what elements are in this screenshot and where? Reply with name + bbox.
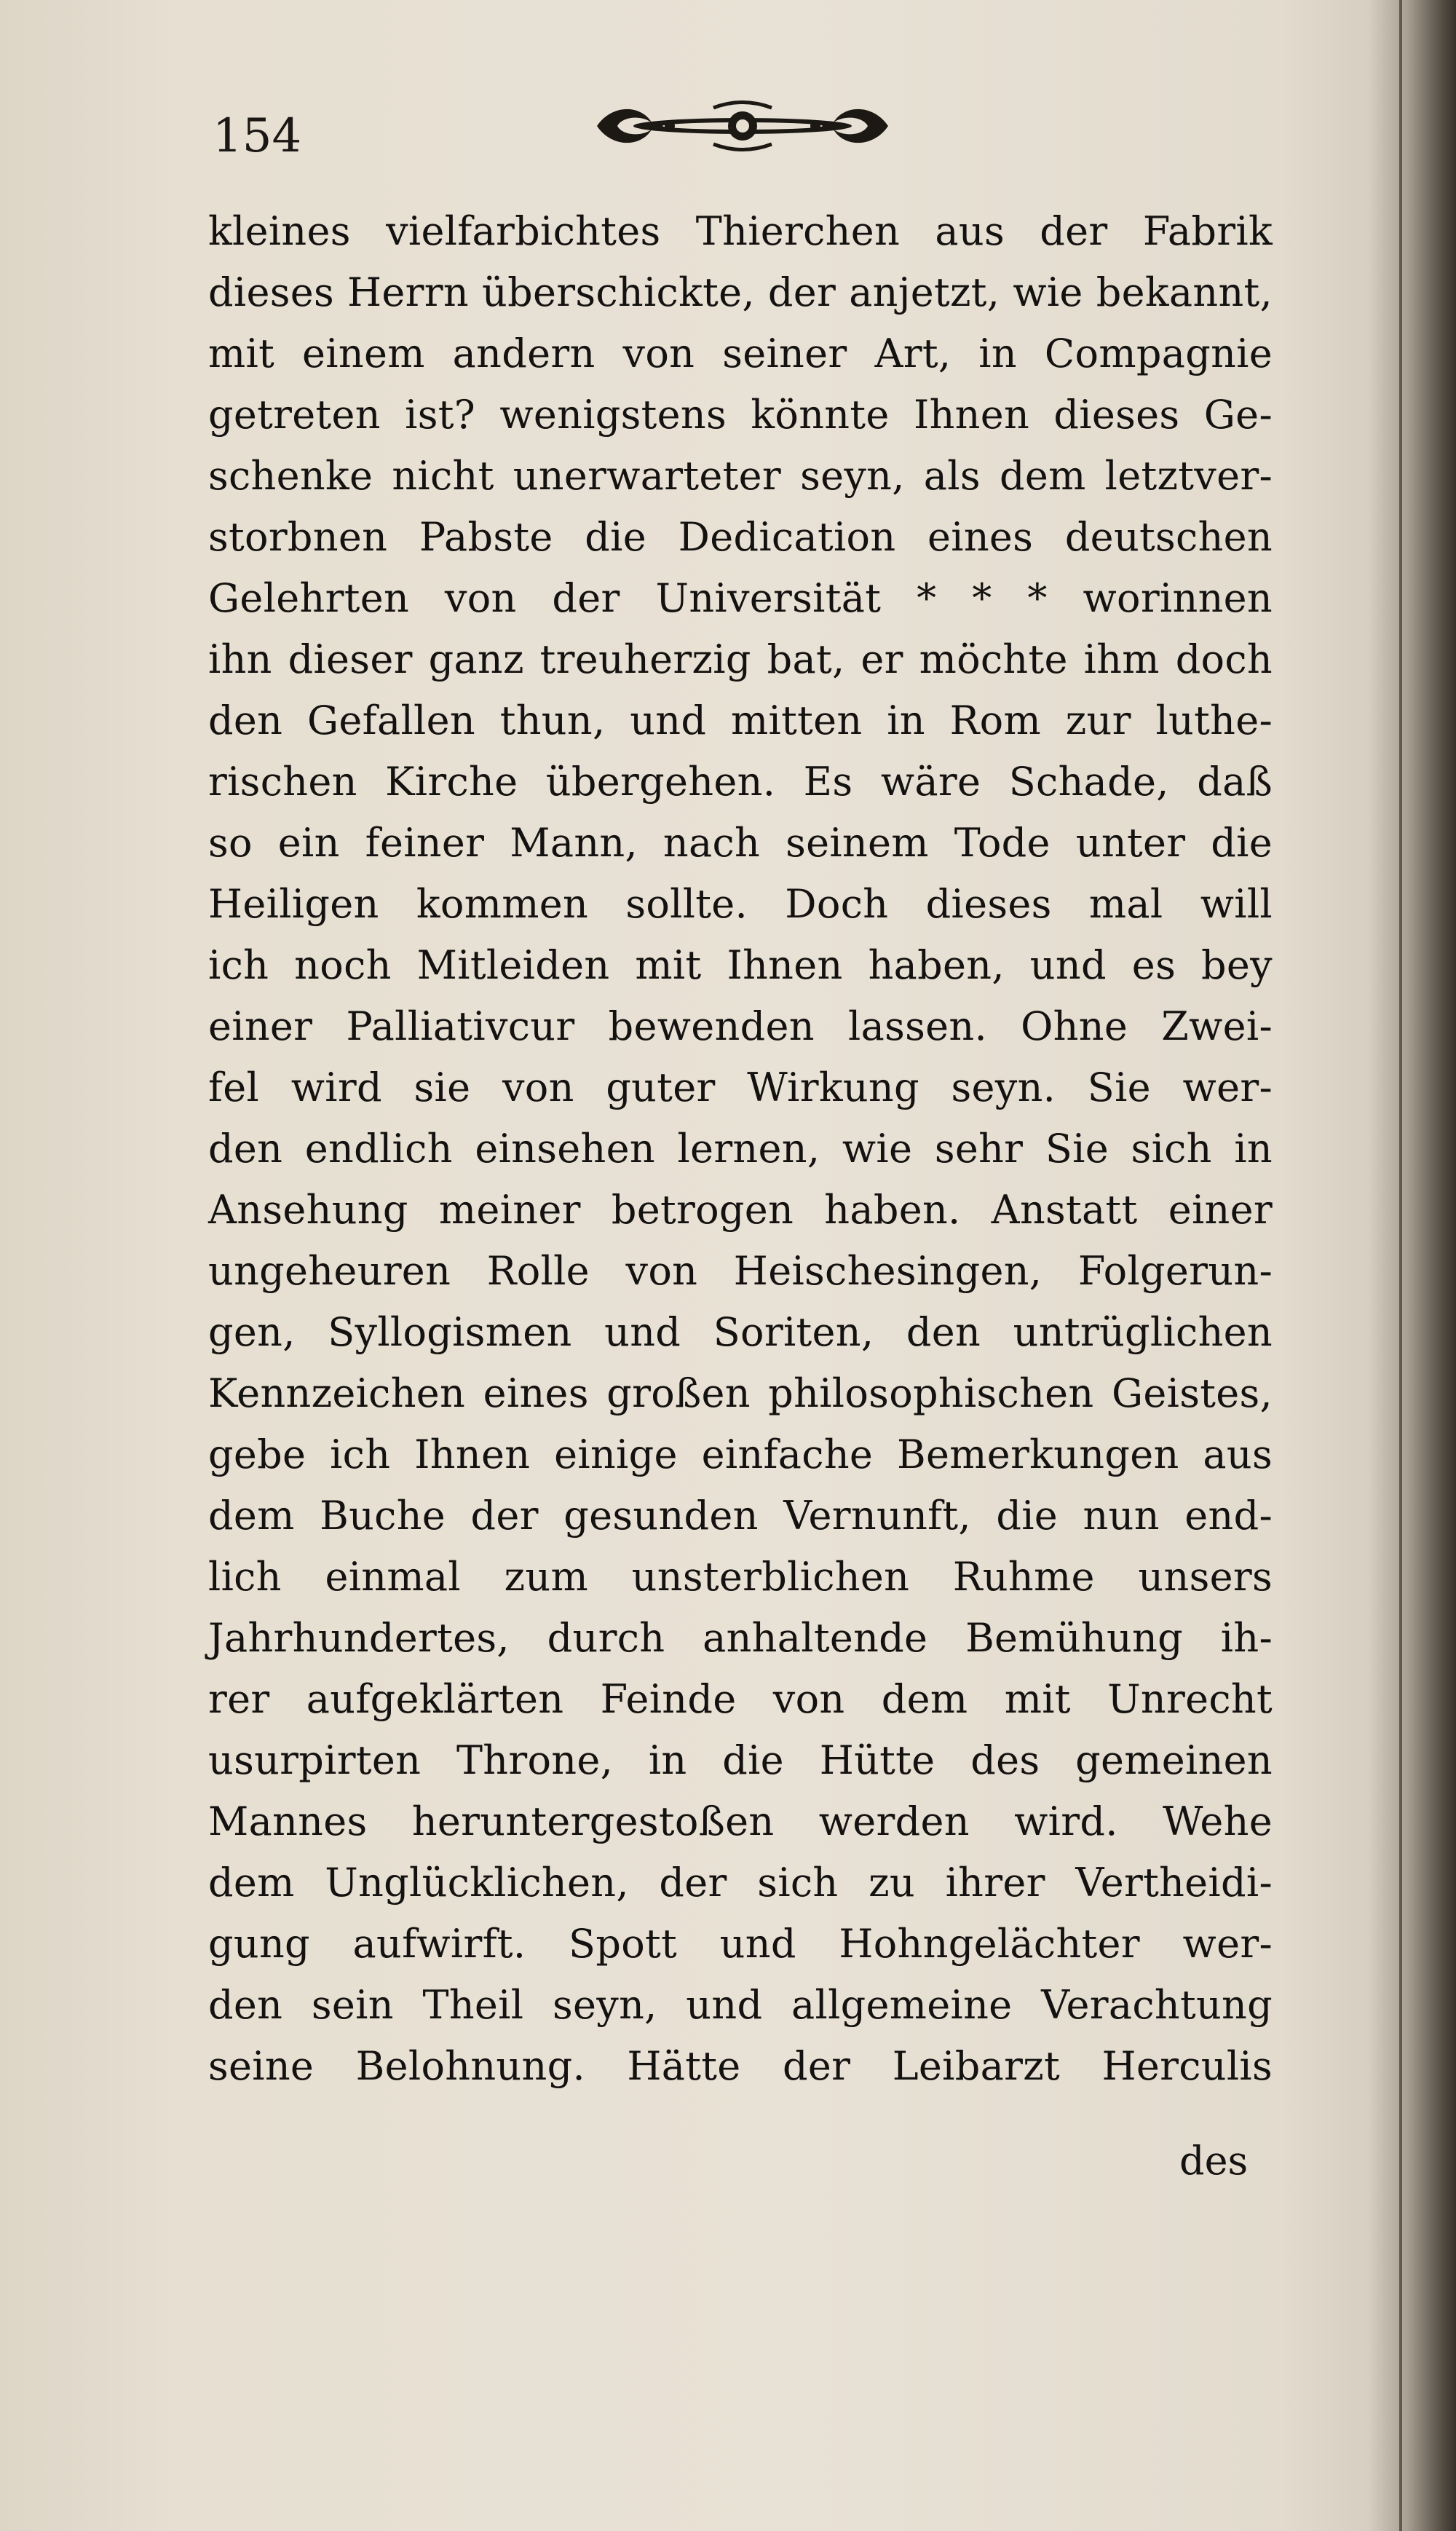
text-line: gung aufwirft. Spott und Hohngelächter wer- xyxy=(208,1921,1273,1967)
body-text xyxy=(208,201,1273,2097)
decorative-vignette-icon xyxy=(582,93,903,159)
text-line: gen, Syllogismen und Soriten, den untrüglichen xyxy=(208,1309,1273,1355)
text-line: rischen Kirche übergehen. Es wäre Schade, daß xyxy=(208,759,1273,805)
text-line: gebe ich Ihnen einige einfache Bemerkungen aus xyxy=(208,1432,1273,1477)
text-line: Gelehrten von der Universität * * * worinnen xyxy=(208,575,1273,621)
text-line: dem Buche der gesunden Vernunft, die nun end- xyxy=(208,1493,1273,1539)
text-line: ungeheuren Rolle von Heischesingen, Folgerun- xyxy=(208,1248,1273,1294)
text-line: den endlich einsehen lernen, wie sehr Sie sich in xyxy=(208,1126,1273,1172)
text-line: storbnen Pabste die Dedication eines deutschen xyxy=(208,514,1273,560)
text-line: usurpirten Throne, in die Hütte des gemeinen xyxy=(208,1737,1273,1783)
binding-shadow xyxy=(1369,0,1456,2531)
text-line: lich einmal zum unsterblichen Ruhme unsers xyxy=(208,1554,1273,1600)
text-line: rer aufgeklärten Feinde von dem mit Unrecht xyxy=(208,1676,1273,1722)
catchword: des xyxy=(1179,2138,1249,2184)
text-line: schenke nicht unerwarteter seyn, als dem letztver- xyxy=(208,453,1273,499)
page-number: 154 xyxy=(213,109,302,163)
text-line: den Gefallen thun, und mitten in Rom zur luthe- xyxy=(208,698,1273,743)
text-line: Heiligen kommen sollte. Doch dieses mal will xyxy=(208,881,1273,927)
text-line: ich noch Mitleiden mit Ihnen haben, und es bey xyxy=(208,942,1273,988)
text-line: dieses Herrn überschickte, der anjetzt, wie bekannt, xyxy=(208,269,1273,315)
text-line: kleines vielfarbichtes Thierchen aus der Fabrik xyxy=(208,208,1273,254)
page-edge xyxy=(1399,0,1402,2531)
text-line: Mannes heruntergestoßen werden wird. Wehe xyxy=(208,1798,1273,1844)
text-line: getreten ist? wenigstens könnte Ihnen dieses Ge- xyxy=(208,392,1273,438)
text-line: fel wird sie von guter Wirkung seyn. Sie wer- xyxy=(208,1065,1273,1110)
text-line: seine Belohnung. Hätte der Leibarzt Herculis xyxy=(208,2043,1273,2089)
text-line: Kennzeichen eines großen philosophischen Geistes, xyxy=(208,1370,1273,1416)
text-line: den sein Theil seyn, und allgemeine Verachtung xyxy=(208,1982,1273,2028)
text-line: mit einem andern von seiner Art, in Compagnie xyxy=(208,331,1273,376)
text-line: so ein feiner Mann, nach seinem Tode unter die xyxy=(208,820,1273,866)
text-line: Ansehung meiner betrogen haben. Anstatt einer xyxy=(208,1187,1273,1233)
text-line: dem Unglücklichen, der sich zu ihrer Vertheidi- xyxy=(208,1860,1273,1906)
text-line: einer Palliativcur bewenden lassen. Ohne Zwei- xyxy=(208,1003,1273,1049)
text-line: ihn dieser ganz treuherzig bat, er möchte ihm doch xyxy=(208,636,1273,682)
text-line: Jahrhundertes, durch anhaltende Bemühung ih- xyxy=(208,1615,1273,1661)
